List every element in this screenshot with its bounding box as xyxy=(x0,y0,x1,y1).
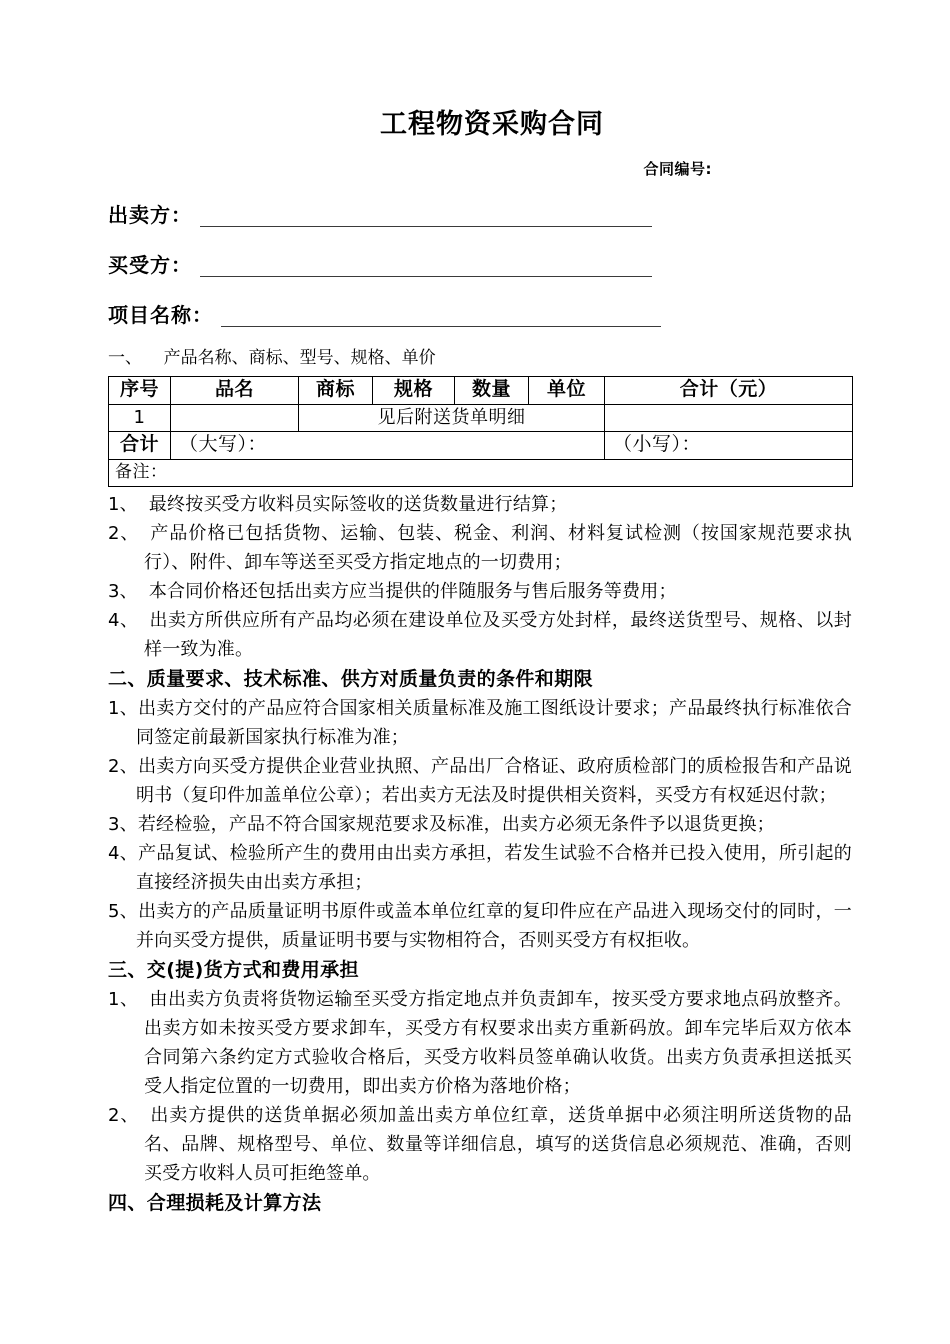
clause-3-2 xyxy=(108,1101,852,1188)
remark-field[interactable]: 备注： xyxy=(109,459,853,486)
clause-1-2 xyxy=(108,519,852,577)
header-cell-total: 合计（元） xyxy=(605,376,853,404)
clause-2-3 xyxy=(108,810,852,839)
clause-1-1 xyxy=(108,490,852,519)
section-two-clauses xyxy=(108,694,852,955)
cell-name-1[interactable] xyxy=(171,404,299,431)
clause-2-1 xyxy=(108,694,852,752)
clause-text: 本合同价格还包括出卖方应当提供的伴随服务与售后服务等费用； xyxy=(148,580,677,602)
header-cell-name: 品名 xyxy=(171,376,299,404)
project-name-input-rule[interactable] xyxy=(221,304,661,327)
party-fields xyxy=(108,197,852,327)
clause-text: 若经检验，产品不符合国家规范要求及标准，出卖方必须无条件予以退货更换； xyxy=(137,813,775,835)
table-row xyxy=(109,404,853,431)
clause-text: 由出卖方负责将货物运输至买受方指定地点并负责卸车，按买受方要求地点码放整齐。出卖方如未按买受方要求卸车，买受方有权要求出卖方重新码放。卸车完毕后双方依本合同第六条约定方式验收合格后，买受方收料员签单确认收货。出卖方负责承担送抵买受人指定位置的一切费用，即出卖方价格为落地价格； xyxy=(144,988,852,1097)
clause-text: 最终按买受方收料员实际签收的送货数量进行结算； xyxy=(148,493,568,515)
total-uppercase-field[interactable]: （大写）： xyxy=(171,431,605,459)
project-name-label: 项目名称： xyxy=(108,302,213,327)
total-lowercase-field[interactable]: （小写）： xyxy=(605,431,853,459)
buyer-field-row xyxy=(108,247,852,277)
clause-text: 出卖方向买受方提供企业营业执照、产品出厂合格证、政府质检部门的质检报告和产品说明书（复印件加盖单位公章）；若出卖方无法及时提供相关资料，买受方有权延迟付款； xyxy=(136,755,853,806)
header-cell-seq: 序号 xyxy=(109,376,171,404)
contract-number-label: 合同编号: xyxy=(643,159,712,178)
goods-table xyxy=(108,376,853,487)
cell-seq-1: 1 xyxy=(109,404,171,431)
clause-marker: 2、 xyxy=(108,522,140,544)
clause-marker: 3、 xyxy=(108,580,138,602)
section-one-intro: 一、 产品名称、商标、型号、规格、单价 xyxy=(108,347,436,368)
buyer-input-rule[interactable] xyxy=(200,254,652,277)
buyer-label: 买受方： xyxy=(108,252,192,277)
seller-input-rule[interactable] xyxy=(200,204,652,227)
section-two-heading: 二、质量要求、技术标准、供方对质量负责的条件和期限 xyxy=(108,667,594,690)
header-cell-spec: 规格 xyxy=(373,376,455,404)
seller-field-row xyxy=(108,197,852,227)
clause-marker: 1、 xyxy=(108,493,138,515)
seller-label: 出卖方： xyxy=(108,202,192,227)
section-three-heading: 三、交(提)货方式和费用承担 xyxy=(108,958,359,981)
clause-text: 出卖方交付的产品应符合国家相关质量标准及施工图纸设计要求；产品最终执行标准依合同签定前最新国家执行标准为准； xyxy=(136,697,853,748)
clause-text: 出卖方的产品质量证明书原件或盖本单位红章的复印件应在产品进入现场交付的同时，一并向买受方提供，质量证明书要与实物相符合，否则买受方有权拒收。 xyxy=(136,900,853,951)
section-four-heading: 四、合理损耗及计算方法 xyxy=(108,1191,322,1214)
clause-marker: 2、 xyxy=(108,755,139,777)
clause-marker: 5、 xyxy=(108,900,139,922)
clause-3-1 xyxy=(108,985,852,1101)
clause-2-5 xyxy=(108,897,852,955)
project-field-row xyxy=(108,297,852,327)
header-cell-brand: 商标 xyxy=(299,376,373,404)
table-remark-row xyxy=(109,459,853,486)
header-cell-unit: 单位 xyxy=(529,376,605,404)
cell-merged-note: 见后附送货单明细 xyxy=(299,404,605,431)
clause-1-3 xyxy=(108,577,852,606)
section-three-clauses xyxy=(108,985,852,1188)
clause-2-4 xyxy=(108,839,852,897)
clause-text: 出卖方所供应所有产品均必须在建设单位及买受方处封样，最终送货型号、规格、以封样一致为准。 xyxy=(144,609,852,660)
clause-2-2 xyxy=(108,752,852,810)
header-cell-qty: 数量 xyxy=(455,376,529,404)
clause-marker: 2、 xyxy=(108,1104,140,1126)
clause-text: 出卖方提供的送货单据必须加盖出卖方单位红章，送货单据中必须注明所送货物的品名、品牌、规格型号、单位、数量等详细信息，填写的送货信息必须规范、准确，否则买受方收料人员可拒绝签单。 xyxy=(144,1104,852,1184)
table-total-row xyxy=(109,431,853,459)
table-header-row xyxy=(109,376,853,404)
clause-1-4 xyxy=(108,606,852,664)
section-one-clauses xyxy=(108,490,852,664)
clause-marker: 3、 xyxy=(108,813,138,835)
clause-marker: 1、 xyxy=(108,697,139,719)
cell-total-1[interactable] xyxy=(605,404,853,431)
clause-text: 产品复试、检验所产生的费用由出卖方承担，若发生试验不合格并已投入使用，所引起的直接经济损失由出卖方承担； xyxy=(136,842,853,893)
clause-marker: 4、 xyxy=(108,609,139,631)
contract-number-row xyxy=(108,158,852,179)
total-row-label: 合计 xyxy=(109,431,171,459)
clause-text: 产品价格已包括货物、运输、包装、税金、利润、材料复试检测（按国家规范要求执行）、附件、卸车等送至买受方指定地点的一切费用； xyxy=(144,522,852,573)
clause-marker: 1、 xyxy=(108,988,139,1010)
page-title: 工程物资采购合同 xyxy=(380,109,604,140)
clause-marker: 4、 xyxy=(108,842,139,864)
